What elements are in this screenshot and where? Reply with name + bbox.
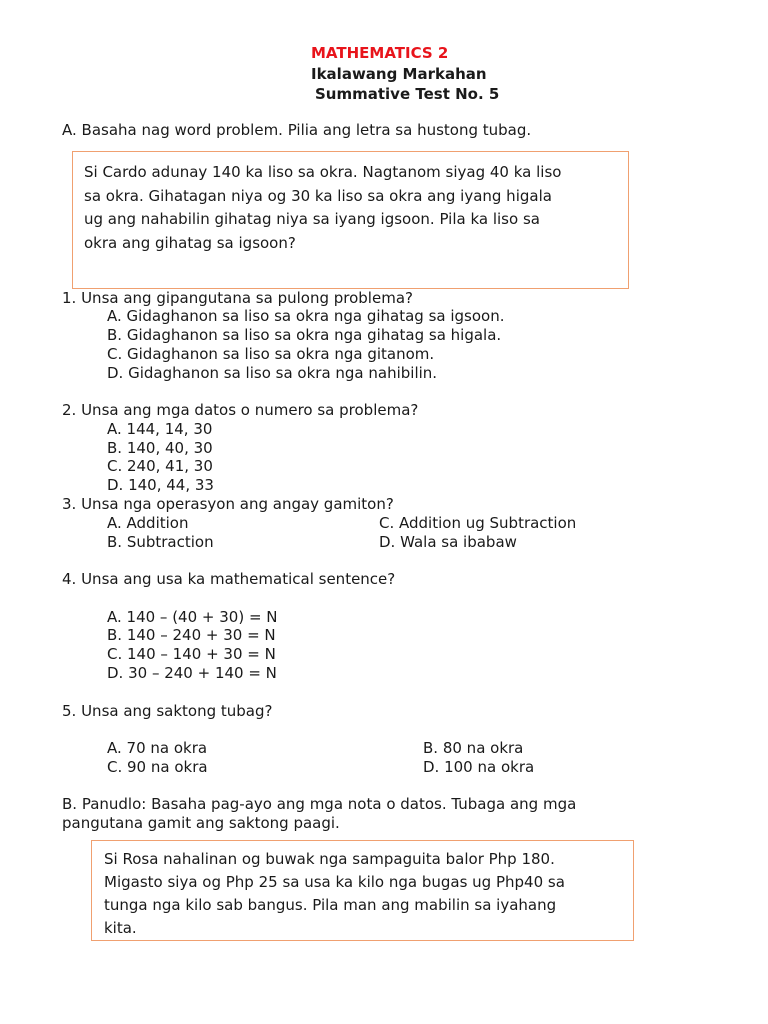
problem-a-line: Si Cardo adunay 140 ka liso sa okra. Nagtanom siyag 40 ka liso	[84, 163, 562, 181]
question-3: 3. Unsa nga operasyon ang angay gamiton?	[62, 495, 394, 513]
section-b-instruction: B. Panudlo: Basaha pag-ayo ang mga nota o datos. Tubaga ang mga	[62, 795, 577, 813]
test-title: Summative Test No. 5	[315, 85, 500, 103]
q1-choice-a: A. Gidaghanon sa liso sa okra nga gihatag sa igsoon.	[107, 307, 505, 325]
problem-b-line: Migasto siya og Php 25 sa usa ka kilo nga bugas ug Php40 sa	[104, 873, 565, 891]
q2-choice-c: C. 240, 41, 30	[107, 457, 213, 475]
q4-choice-b: B. 140 – 240 + 30 = N	[107, 626, 276, 644]
quarter-title: Ikalawang Markahan	[311, 65, 487, 83]
question-2: 2. Unsa ang mga datos o numero sa problema?	[62, 401, 419, 419]
q2-choice-a: A. 144, 14, 30	[107, 420, 213, 438]
problem-a-line: sa okra. Gihatagan niya og 30 ka liso sa okra ang iyang higala	[84, 186, 552, 205]
q5-choice-c: C. 90 na okra	[107, 758, 208, 776]
q1-choice-c: C. Gidaghanon sa liso sa okra nga gitanom.	[107, 345, 435, 363]
q2-choice-b: B. 140, 40, 30	[107, 439, 213, 457]
q2-choice-d: D. 140, 44, 33	[107, 476, 214, 494]
q4-choice-d: D. 30 – 240 + 140 = N	[107, 664, 277, 682]
problem-text-b	[104, 848, 626, 940]
question-4: 4. Unsa ang usa ka mathematical sentence?	[62, 570, 396, 588]
q4-choice-a: A. 140 – (40 + 30) = N	[107, 608, 278, 626]
question-1: 1. Unsa ang gipangutana sa pulong problema?	[62, 289, 413, 307]
subject-title: MATHEMATICS 2	[311, 44, 449, 62]
problem-b-line: kita.	[104, 919, 137, 937]
question-5: 5. Unsa ang saktong tubag?	[62, 702, 273, 720]
problem-b-line: tunga nga kilo sab bangus. Pila man ang mabilin sa iyahang	[104, 896, 557, 914]
problem-b-line: Si Rosa nahalinan og buwak nga sampaguita balor Php 180.	[104, 850, 555, 868]
q3-choice-d: D. Wala sa ibabaw	[379, 533, 517, 551]
q5-choice-d: D. 100 na okra	[423, 758, 535, 776]
q1-choice-b: B. Gidaghanon sa liso sa okra nga gihatag sa higala.	[107, 326, 502, 344]
q5-choice-a: A. 70 na okra	[107, 739, 208, 757]
q1-choice-d: D. Gidaghanon sa liso sa okra nga nahibilin.	[107, 364, 438, 382]
problem-text-a	[84, 161, 618, 255]
problem-a-line: ug ang nahabilin gihatag niya sa iyang igsoon. Pila ka liso sa	[84, 210, 540, 228]
q3-choice-c: C. Addition ug Subtraction	[379, 514, 577, 532]
section-b-instruction-cont: pangutana gamit ang saktong paagi.	[62, 814, 340, 832]
q3-choice-b: B. Subtraction	[107, 533, 214, 551]
problem-a-line: okra ang gihatag sa igsoon?	[84, 233, 296, 252]
q3-choice-a: A. Addition	[107, 514, 189, 532]
section-a-instruction: A. Basaha nag word problem. Pilia ang letra sa hustong tubag.	[62, 121, 532, 139]
q4-choice-c: C. 140 – 140 + 30 = N	[107, 645, 276, 663]
q5-choice-b: B. 80 na okra	[423, 739, 524, 757]
